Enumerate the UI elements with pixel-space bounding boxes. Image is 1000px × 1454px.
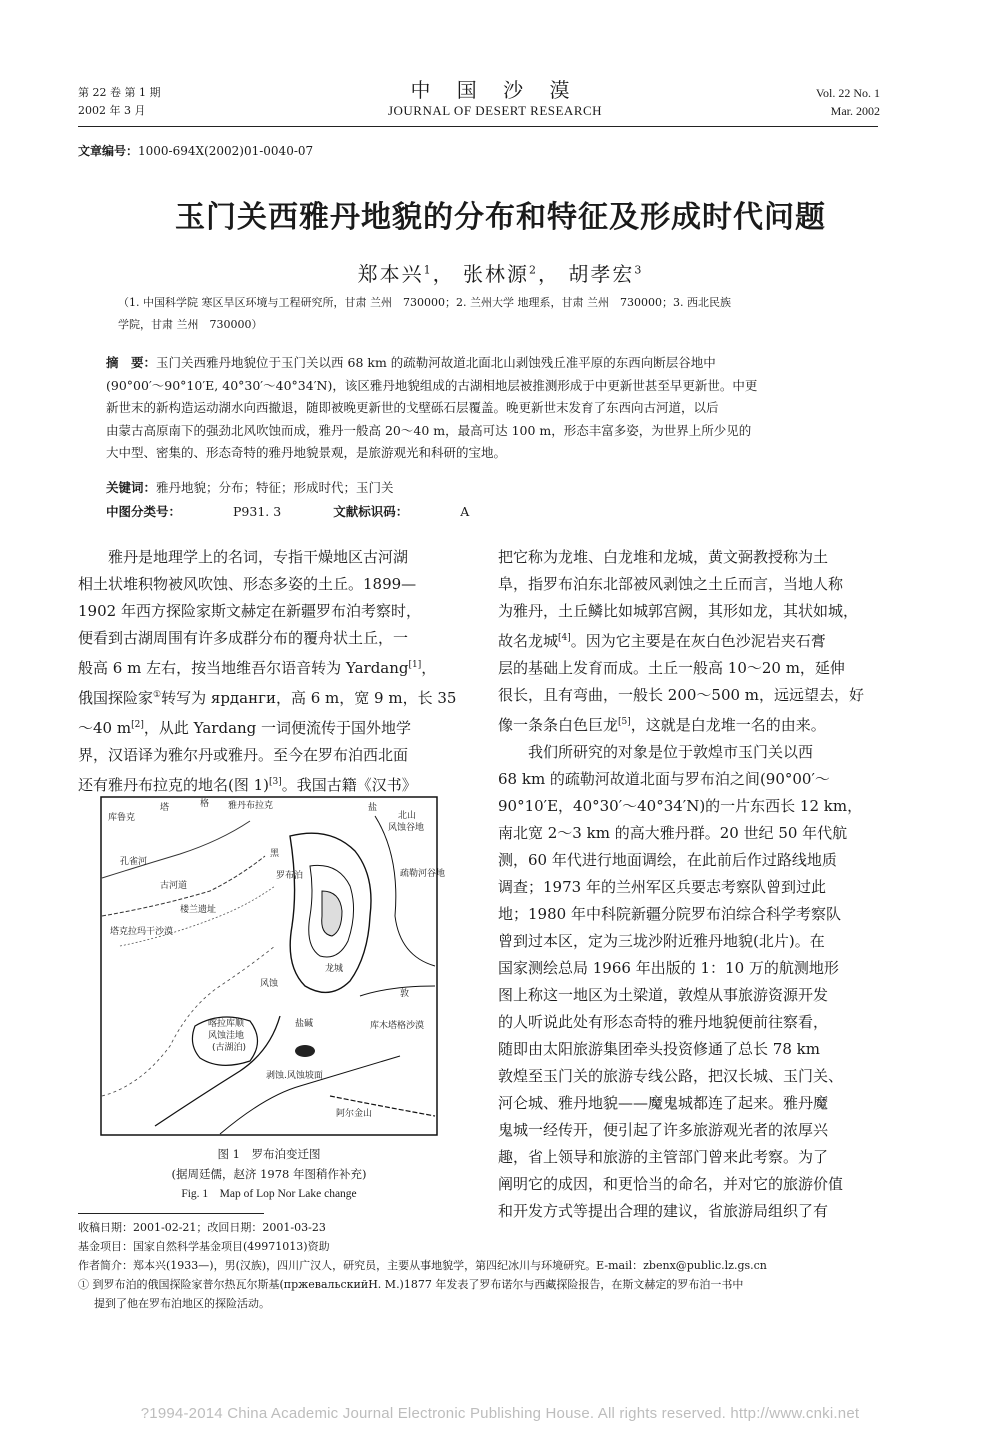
body-line: 测，60 年代进行地面调绘，在此前后作过路线地质 — [498, 851, 837, 869]
label-karakoshun-2: 风蚀洼地 — [208, 1031, 245, 1041]
body-line: 阜，指罗布泊东北部被风剥蚀之土丘而言，当地人称 — [498, 575, 844, 593]
volume-en: Vol. 22 No. 1 — [815, 86, 880, 100]
body-line: 趣，省上领导和旅游的主管部门曾来此考察。为了 — [498, 1148, 829, 1166]
label-shule: 疏勒河谷地 — [400, 869, 446, 879]
label-dunhuang: 敦 — [400, 989, 410, 999]
body-line: 我们所研究的对象是位于敦煌市玉门关以西 — [528, 743, 814, 761]
body-line: 阐明它的成因，和更恰当的命名，并对它的旅游价值 — [498, 1175, 844, 1193]
label-yanjian: 盐碱 — [295, 1019, 314, 1029]
affiliation-line: 学院，甘肃 兰州 730000） — [118, 318, 263, 331]
label-luobupo: 罗布泊 — [276, 871, 304, 881]
label-kongque: 孔雀河 — [120, 857, 148, 867]
paper-title: 玉门关西雅丹地貌的分布和特征及形成时代问题 — [175, 200, 826, 235]
author: 张林源 — [463, 262, 529, 286]
label-taklamakan: 塔克拉玛干沙漠 — [110, 927, 174, 937]
body-line: 调查；1973 年的兰州军区兵要志考察队曾到过此 — [498, 878, 826, 896]
affiliations — [118, 292, 878, 336]
abstract-label: 摘 要： — [106, 355, 157, 370]
body-line: 图上称这一地区为土梁道，敦煌从事旅游资源开发 — [498, 986, 829, 1004]
body-column-right — [498, 544, 884, 1225]
volume-cn: 第 22 卷 第 1 期 — [78, 86, 161, 99]
date-cn: 2002 年 3 月 — [78, 104, 146, 117]
label-kumtag: 库木塔格沙漠 — [370, 1021, 425, 1031]
label-hei: 黑 — [270, 849, 280, 859]
affiliation-line: （1. 中国科学院 寒区旱区环境与工程研究所，甘肃 兰州 730000；2. 兰州大学 地理系，甘肃 兰州 730000；3. 西北民族 — [118, 296, 731, 309]
body-line: 般高 6 m 左右，按当地维吾尔语音转为 Yardang[1]， — [78, 659, 437, 677]
body-line: 相土状堆积物被风吹蚀、形态多姿的土丘。1899— — [78, 575, 417, 593]
classification: 中图分类号： P931. 3 文献标识码： A — [106, 504, 470, 519]
body-line: 的人听说此处有形态奇特的雅丹地貌便前往察看， — [498, 1013, 829, 1031]
figure-caption — [100, 1144, 438, 1204]
body-line: ～40 m[2]，从此 Yardang 一词便流传于国外地学 — [78, 719, 412, 737]
label-beishan: 北山 — [398, 811, 417, 821]
label-salt: 盐 — [368, 803, 378, 813]
label-ge: 格 — [200, 799, 210, 809]
abstract: 摘 要：玉门关西雅丹地貌位于玉门关以西 68 km 的疏勒河故道北面北山剥蚀残丘准平原的东西向断层谷地中 (90°00′～90°10′E, 40°30′～40°34′N)，该区雅丹地貌组成的古湖相地层被推测形成于中更新世甚至早更新世。中更 新世末的新构造运动湖水向西撤退，随即被晚更新世的戈壁砾石层覆盖。晚更新世末发育了东西向古河道，以后 由蒙古高原南下的强劲北风吹蚀而成，雅丹一般高 20～40 m，最高可达 100 m，形态丰富多姿，为世界上所少见的 大中型、密集的、形态奇特的雅丹地貌景观，是旅游观光和科研的宝地。 — [106, 355, 758, 461]
salt-lake-dot — [295, 1045, 315, 1057]
footnotes — [78, 1218, 888, 1313]
footnote-1: ① 到罗布泊的俄国探险家普尔热瓦尔斯基(пржевальскийН. М.)1877 年发表了罗布诺尔与西藏探险报告，在斯文赫定的罗布泊一书中 — [78, 1278, 744, 1291]
body-line: 很长，且有弯曲，一般长 200～500 m，远远望去，好 — [498, 686, 865, 704]
issue-info — [78, 84, 160, 120]
label-shapo: 剥蚀.风蚀坡面 — [266, 1071, 323, 1081]
label-beishan-valley: 风蚀谷地 — [388, 823, 425, 833]
footnote-rule — [78, 1213, 264, 1214]
body-line: 地；1980 年中科院新疆分院罗布泊综合科学考察队 — [498, 905, 841, 923]
body-line: 随即由太阳旅游集团牵头投资修通了总长 78 km — [498, 1040, 820, 1058]
body-line: 90°10′E，40°30′～40°34′N)的一片东西长 12 km， — [498, 797, 863, 815]
lop-nor-map-figure — [100, 796, 446, 1136]
body-line: 像一条条白色巨龙[5]，这就是白龙堆一名的由来。 — [498, 716, 826, 734]
body-line: 便看到古湖周围有许多成群分布的覆舟状土丘，一 — [78, 629, 409, 647]
author-list: 郑本兴$^1$， 张林源$^2$， 胡孝宏$^3$ — [357, 262, 644, 286]
label-gudao: 古河道 — [160, 881, 188, 891]
label-loulan: 楼兰遗址 — [180, 905, 217, 915]
map-frame — [101, 797, 437, 1135]
label-longcheng: 龙城 — [325, 964, 344, 974]
body-line: 国家测绘总局 1966 年出版的 1：10 万的航测地形 — [498, 959, 839, 977]
issue-info-en — [760, 84, 880, 120]
body-line: 1902 年西方探险家斯文赫定在新疆罗布泊考察时， — [78, 602, 421, 620]
body-line: 还有雅丹布拉克的地名(图 1)[3]。我国古籍《汉书》 — [78, 776, 417, 794]
author-bio: 作者简介：郑本兴(1933—)，男(汉族)，四川广汉人，研究员，主要从事地貌学，第四纪冰川与环境研究。E-mail：zbenx@public.lz.gs.cn — [78, 1259, 767, 1272]
funding: 基金项目：国家自然科学基金项目(49971013)资助 — [78, 1240, 330, 1253]
body-line: 把它称为龙堆、白龙堆和龙城，黄文弼教授称为土 — [498, 548, 829, 566]
keywords: 关键词：雅丹地貌；分布；特征；形成时代；玉门关 — [106, 480, 394, 495]
body-line: 敦煌至玉门关的旅游专线公路，把汉长城、玉门关、 — [498, 1067, 844, 1085]
body-line: 俄国探险家①转写为 ярданги，高 6 m，宽 9 m，长 35 — [78, 689, 457, 707]
body-line: 鬼城一经传开，便引起了许多旅游观光者的浓厚兴 — [498, 1121, 829, 1139]
body-line: 界，汉语译为雅尔丹或雅丹。至今在罗布泊西北面 — [78, 746, 409, 764]
header-rule — [78, 126, 878, 127]
body-line: 为雅丹，土丘鳞比如城郭宫阙，其形如龙，其状如城， — [498, 602, 859, 620]
body-line: 南北宽 2～3 km 的高大雅丹群。20 世纪 50 年代航 — [498, 824, 848, 842]
body-line: 曾到过本区，定为三垅沙附近雅丹地貌(北片)。在 — [498, 932, 825, 950]
caption-en: Fig. 1 Map of Lop Nor Lake change — [181, 1188, 357, 1200]
footnote-1-cont: 提到了他在罗布泊地区的探险活动。 — [94, 1297, 270, 1310]
label-kuruk: 库鲁克 — [108, 813, 136, 823]
caption-source: (据周廷儒，赵济 1978 年图稍作补充) — [171, 1167, 367, 1181]
body-line: 层的基础上发育而成。土丘一般高 10～20 m，延伸 — [498, 659, 845, 677]
body-line: 和开发方式等提出合理的建议，省旅游局组织了有 — [498, 1202, 829, 1220]
label-altun: 阿尔金山 — [336, 1109, 373, 1119]
label-fengshi: 风蚀 — [260, 979, 279, 989]
body-line: 河仑城、雅丹地貌——魔鬼城都连了起来。雅丹魔 — [498, 1094, 829, 1112]
body-column-left — [78, 544, 478, 799]
body-line: 68 km 的疏勒河故道北面与罗布泊之间(90°00′～ — [498, 770, 830, 788]
label-karakoshun-3: (古湖泊) — [212, 1043, 247, 1053]
received-date: 收稿日期：2001-02-21；改回日期：2001-03-23 — [78, 1221, 326, 1234]
author: 胡孝宏 — [568, 262, 635, 286]
journal-name-en: JOURNAL OF DESERT RESEARCH — [387, 103, 603, 118]
label-karakoshun: 喀拉库顺 — [208, 1019, 245, 1029]
article-number: 文章编号：1000-694X(2002)01-0040-07 — [78, 144, 314, 158]
body-line: 雅丹是地理学上的名词，专指干燥地区古河湖 — [108, 548, 409, 566]
date-en: Mar. 2002 — [830, 104, 880, 118]
copyright-watermark: ?1994-2014 China Academic Journal Electronic Publishing House. All rights reserved. http://www.cnki.net — [140, 1405, 860, 1422]
body-line: 故名龙城[4]。因为它主要是在灰白色沙泥岩夹石膏 — [498, 632, 826, 650]
author: 郑本兴 — [357, 262, 424, 286]
caption-cn: 图 1 罗布泊变迁图 — [217, 1147, 321, 1161]
label-yardang-bulak: 雅丹布拉克 — [228, 801, 274, 811]
journal-header — [360, 78, 630, 120]
journal-name-cn: 中 国 沙 漠 — [410, 78, 580, 102]
label-ta: 塔 — [160, 803, 170, 813]
